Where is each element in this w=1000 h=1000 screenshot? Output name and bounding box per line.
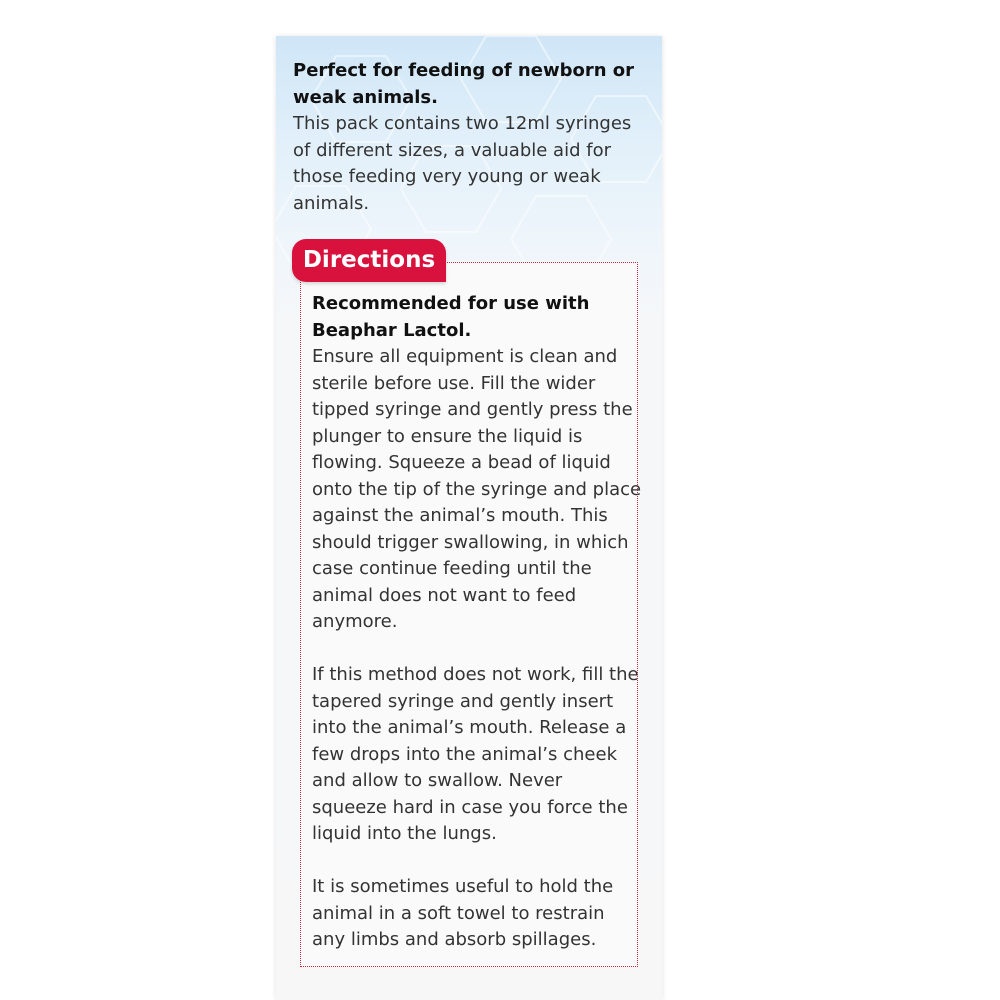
directions-subheading: Recommended for use with Beaphar Lactol. — [312, 293, 590, 341]
product-panel — [276, 36, 662, 1000]
intro-text — [293, 58, 643, 217]
directions-paragraph-3: It is sometimes useful to hold the animal in a soft towel to restrain any limbs and absorb spillages. — [312, 876, 614, 950]
directions-text — [312, 291, 642, 980]
directions-paragraph-2: If this method does not work, fill the tapered syringe and gently insert into the animal’s mouth. Release a few drops into the animal’s cheek and allow to swallow. Never squeeze hard in case you force the liquid into the lungs. — [312, 664, 639, 844]
directions-box — [300, 262, 642, 967]
directions-label: Directions — [292, 239, 446, 282]
intro-heading: Perfect for feeding of newborn or weak animals. — [293, 60, 635, 108]
directions-paragraph-1: Ensure all equipment is clean and sterile before use. Fill the wider tipped syringe and gently press the plunger to ensure the liquid is flowing. Squeeze a bead of liquid onto the tip of the syringe and place against the animal’s mouth. This should trigger swallowing, in which case continue feeding until the animal does not want to feed anymore. — [312, 346, 642, 632]
intro-body: This pack contains two 12ml syringes of different sizes, a valuable aid for those feeding very young or weak animals. — [293, 113, 632, 214]
